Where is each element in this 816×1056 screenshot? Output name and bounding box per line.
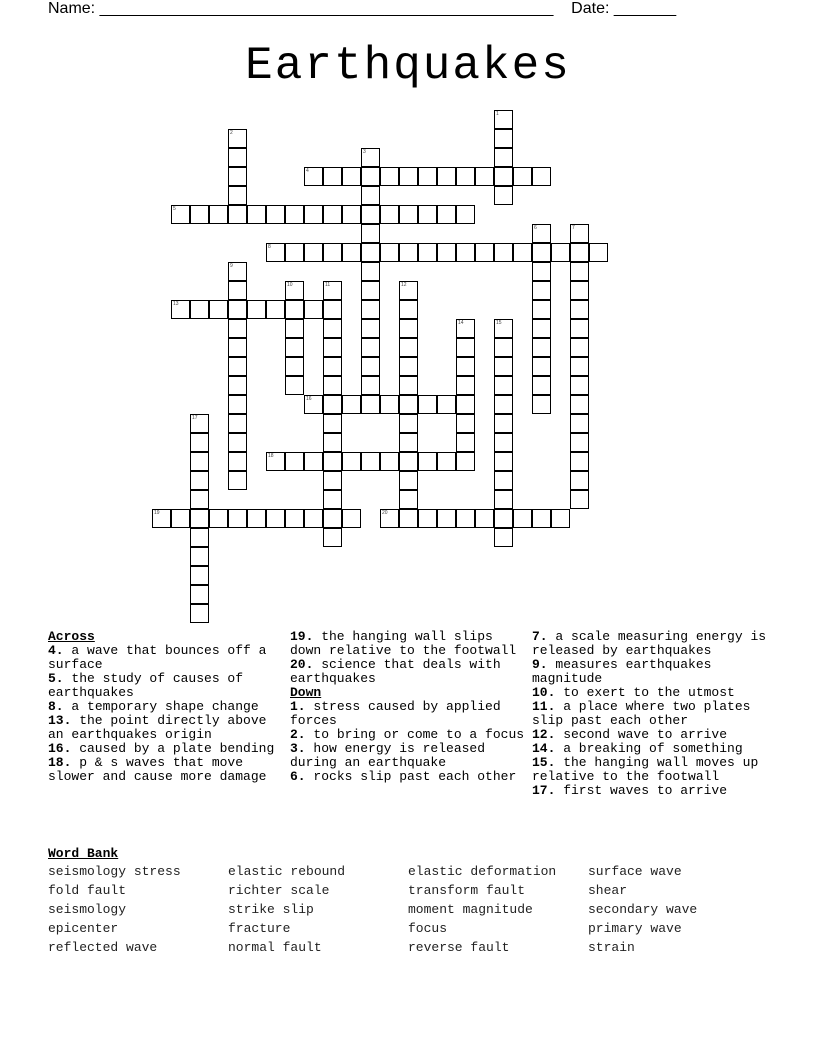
clue-text: a temporary shape change — [63, 699, 259, 714]
clue-text: rocks slip past each other — [305, 769, 517, 784]
grid-cell[interactable] — [456, 509, 475, 528]
clue-text: the study of causes of earthquakes — [48, 671, 244, 700]
grid-cell[interactable] — [551, 509, 570, 528]
clue-number: 5. — [48, 671, 64, 686]
grid-cell[interactable] — [418, 243, 437, 262]
grid-cell[interactable] — [304, 205, 323, 224]
clue-item — [290, 700, 526, 728]
grid-cell[interactable] — [228, 281, 247, 300]
grid-cell[interactable] — [190, 585, 209, 604]
grid-cell[interactable] — [570, 243, 589, 262]
clue-text: a wave that bounces off a surface — [48, 643, 267, 672]
grid-cell[interactable] — [228, 376, 247, 395]
grid-cell[interactable] — [532, 319, 551, 338]
clues-column-1 — [48, 630, 280, 784]
grid-cell[interactable] — [437, 509, 456, 528]
clue-number-label: 18 — [268, 453, 274, 459]
clue-number-label: 8 — [268, 244, 271, 250]
grid-cell[interactable] — [323, 338, 342, 357]
clue-number: 8. — [48, 699, 64, 714]
clue-number: 10. — [532, 685, 556, 700]
grid-cell[interactable] — [361, 357, 380, 376]
grid-cell[interactable] — [323, 414, 342, 433]
clue-text: a place where two plates slip past each other — [532, 699, 751, 728]
grid-cell[interactable] — [285, 338, 304, 357]
clue-item — [532, 728, 772, 742]
clue-number: 17. — [532, 783, 556, 798]
grid-cell[interactable] — [570, 300, 589, 319]
grid-cell[interactable] — [228, 433, 247, 452]
grid-cell[interactable] — [418, 205, 437, 224]
grid-cell[interactable] — [532, 167, 551, 186]
clue-item — [290, 630, 526, 658]
grid-cell[interactable] — [209, 300, 228, 319]
word-bank-item: seismology stress — [48, 864, 181, 879]
word-bank-item: normal fault — [228, 940, 322, 955]
grid-cell[interactable] — [532, 281, 551, 300]
grid-cell[interactable] — [380, 395, 399, 414]
grid-cell[interactable] — [323, 528, 342, 547]
grid-cell[interactable] — [266, 300, 285, 319]
grid-cell[interactable] — [380, 205, 399, 224]
grid-cell[interactable] — [570, 471, 589, 490]
word-bank-item: primary wave — [588, 921, 682, 936]
clue-number-label: 14 — [458, 320, 464, 326]
grid-cell[interactable] — [494, 338, 513, 357]
grid-cell[interactable] — [247, 205, 266, 224]
grid-cell[interactable] — [494, 395, 513, 414]
grid-cell[interactable] — [494, 471, 513, 490]
clue-text: to exert to the utmost — [555, 685, 735, 700]
grid-cell[interactable] — [532, 243, 551, 262]
grid-cell[interactable] — [323, 433, 342, 452]
grid-cell[interactable] — [456, 414, 475, 433]
grid-cell[interactable] — [570, 338, 589, 357]
grid-cell[interactable] — [475, 243, 494, 262]
grid-cell[interactable] — [190, 528, 209, 547]
clue-text: a breaking of something — [555, 741, 743, 756]
grid-cell[interactable] — [190, 509, 209, 528]
grid-cell[interactable] — [285, 205, 304, 224]
grid-cell[interactable] — [456, 205, 475, 224]
word-bank-item: fracture — [228, 921, 291, 936]
across-heading: Across — [48, 629, 95, 644]
grid-cell[interactable] — [494, 433, 513, 452]
clue-item — [532, 630, 772, 658]
grid-cell[interactable] — [228, 357, 247, 376]
grid-cell[interactable] — [228, 319, 247, 338]
grid-cell[interactable] — [399, 509, 418, 528]
clue-number-label: 16 — [306, 396, 312, 402]
word-bank-item: shear — [588, 883, 628, 898]
page-title: Earthquakes — [245, 40, 571, 92]
clue-number: 6. — [290, 769, 306, 784]
clue-number: 1. — [290, 699, 306, 714]
grid-cell[interactable] — [494, 490, 513, 509]
clue-item — [290, 770, 526, 784]
grid-cell[interactable] — [399, 376, 418, 395]
grid-cell[interactable] — [570, 357, 589, 376]
grid-cell[interactable] — [418, 509, 437, 528]
grid-cell[interactable] — [494, 376, 513, 395]
clue-item — [48, 756, 280, 784]
clue-number-label: 4 — [306, 168, 309, 174]
grid-cell[interactable] — [513, 243, 532, 262]
clue-text: measures earthquakes magnitude — [532, 657, 712, 686]
grid-cell[interactable] — [361, 395, 380, 414]
grid-cell[interactable] — [456, 433, 475, 452]
grid-cell[interactable] — [304, 243, 323, 262]
grid-cell[interactable] — [323, 300, 342, 319]
clue-number-label: 13 — [173, 301, 179, 307]
grid-cell[interactable] — [399, 338, 418, 357]
grid-cell[interactable] — [266, 509, 285, 528]
grid-cell[interactable] — [513, 167, 532, 186]
clue-number: 11. — [532, 699, 556, 714]
clue-number-label: 1 — [496, 111, 499, 117]
grid-cell[interactable] — [190, 471, 209, 490]
grid-cell[interactable] — [437, 205, 456, 224]
grid-cell[interactable] — [323, 452, 342, 471]
clue-item — [48, 672, 280, 700]
grid-cell[interactable] — [190, 433, 209, 452]
grid-cell[interactable] — [228, 148, 247, 167]
grid-cell[interactable] — [570, 395, 589, 414]
grid-cell[interactable] — [532, 338, 551, 357]
word-bank-item: secondary wave — [588, 902, 698, 917]
grid-cell[interactable] — [190, 300, 209, 319]
clue-text: the hanging wall slips down relative to the footwall — [290, 629, 517, 658]
clue-number: 9. — [532, 657, 548, 672]
grid-cell[interactable] — [456, 452, 475, 471]
word-bank-item: epicenter — [48, 921, 119, 936]
clue-number-label: 17 — [192, 415, 198, 421]
clue-number-label: 19 — [154, 510, 160, 516]
grid-cell[interactable] — [494, 186, 513, 205]
grid-cell[interactable] — [361, 281, 380, 300]
clue-text: second wave to arrive — [555, 727, 728, 742]
grid-cell[interactable] — [399, 167, 418, 186]
grid-cell[interactable] — [361, 243, 380, 262]
grid-cell[interactable] — [323, 357, 342, 376]
grid-cell[interactable] — [494, 414, 513, 433]
grid-cell[interactable] — [570, 414, 589, 433]
grid-cell[interactable] — [228, 414, 247, 433]
clue-text: caused by a plate bending — [71, 741, 275, 756]
grid-cell[interactable] — [399, 357, 418, 376]
clue-text: the hanging wall moves up relative to the footwall — [532, 755, 759, 784]
grid-cell[interactable] — [399, 205, 418, 224]
word-bank-item: strike slip — [228, 902, 314, 917]
grid-cell[interactable] — [418, 395, 437, 414]
clue-item — [48, 742, 280, 756]
clue-text: a scale measuring energy is released by earthquakes — [532, 629, 767, 658]
name-date-line[interactable]: Name: ___________________________________________________ Date: _______ — [48, 0, 677, 17]
clue-number-label: 20 — [382, 510, 388, 516]
grid-cell[interactable] — [494, 528, 513, 547]
grid-cell[interactable] — [475, 167, 494, 186]
grid-cell[interactable] — [494, 357, 513, 376]
grid-cell[interactable] — [342, 205, 361, 224]
clue-item — [532, 756, 772, 784]
word-bank-item: elastic deformation — [408, 864, 557, 879]
grid-cell[interactable] — [570, 433, 589, 452]
grid-cell[interactable] — [361, 167, 380, 186]
grid-cell[interactable] — [228, 205, 247, 224]
word-bank-item: moment magnitude — [408, 902, 533, 917]
clue-item — [48, 714, 280, 742]
clue-number: 18. — [48, 755, 72, 770]
clue-text: to bring or come to a focus — [305, 727, 525, 742]
grid-cell[interactable] — [304, 452, 323, 471]
grid-cell[interactable] — [570, 319, 589, 338]
grid-cell[interactable] — [494, 243, 513, 262]
grid-cell[interactable] — [399, 414, 418, 433]
grid-cell[interactable] — [342, 243, 361, 262]
grid-cell[interactable] — [304, 300, 323, 319]
grid-cell[interactable] — [323, 243, 342, 262]
grid-cell[interactable] — [570, 452, 589, 471]
grid-cell[interactable] — [323, 319, 342, 338]
grid-cell[interactable] — [285, 243, 304, 262]
grid-cell[interactable] — [228, 471, 247, 490]
grid-cell[interactable] — [190, 490, 209, 509]
clue-number-label: 11 — [325, 282, 331, 288]
grid-cell[interactable] — [361, 205, 380, 224]
word-bank-title: Word Bank — [48, 846, 119, 861]
grid-cell[interactable] — [323, 490, 342, 509]
grid-cell[interactable] — [399, 319, 418, 338]
grid-cell[interactable] — [399, 452, 418, 471]
grid-cell[interactable] — [361, 452, 380, 471]
clue-number: 15. — [532, 755, 556, 770]
grid-cell[interactable] — [342, 167, 361, 186]
word-bank-item: reflected wave — [48, 940, 158, 955]
word-bank-item: surface wave — [588, 864, 682, 879]
clue-number-label: 5 — [173, 206, 176, 212]
grid-cell[interactable] — [437, 167, 456, 186]
grid-cell[interactable] — [323, 509, 342, 528]
grid-cell[interactable] — [190, 547, 209, 566]
clue-number-label: 6 — [534, 225, 537, 231]
grid-cell[interactable] — [228, 167, 247, 186]
clue-number: 7. — [532, 629, 548, 644]
grid-cell[interactable] — [437, 243, 456, 262]
grid-cell[interactable] — [570, 281, 589, 300]
grid-cell[interactable] — [361, 319, 380, 338]
clue-item — [532, 742, 772, 756]
grid-cell[interactable] — [418, 167, 437, 186]
grid-cell[interactable] — [570, 376, 589, 395]
grid-cell[interactable] — [285, 376, 304, 395]
grid-cell[interactable] — [494, 167, 513, 186]
clue-item — [290, 742, 526, 770]
clue-number-label: 12 — [401, 282, 407, 288]
clue-item — [48, 644, 280, 672]
clue-number-label: 15 — [496, 320, 502, 326]
grid-cell[interactable] — [342, 452, 361, 471]
clue-number: 19. — [290, 629, 314, 644]
clue-item — [532, 686, 772, 700]
grid-cell[interactable] — [399, 471, 418, 490]
grid-cell[interactable] — [456, 243, 475, 262]
grid-cell[interactable] — [570, 490, 589, 509]
clue-number-label: 3 — [363, 149, 366, 155]
grid-cell[interactable] — [228, 452, 247, 471]
grid-cell[interactable] — [228, 300, 247, 319]
grid-cell[interactable] — [399, 433, 418, 452]
clue-number: 14. — [532, 741, 556, 756]
grid-cell[interactable] — [589, 243, 608, 262]
down-heading: Down — [290, 685, 322, 700]
clue-item — [532, 784, 772, 798]
grid-cell[interactable] — [285, 509, 304, 528]
grid-cell[interactable] — [456, 338, 475, 357]
clue-item — [290, 728, 526, 742]
grid-cell[interactable] — [361, 376, 380, 395]
clue-number: 3. — [290, 741, 306, 756]
grid-cell[interactable] — [437, 395, 456, 414]
grid-cell[interactable] — [209, 509, 228, 528]
grid-cell[interactable] — [456, 376, 475, 395]
grid-cell[interactable] — [323, 376, 342, 395]
clue-number: 2. — [290, 727, 306, 742]
grid-cell[interactable] — [247, 509, 266, 528]
grid-cell[interactable] — [266, 205, 285, 224]
clue-number: 13. — [48, 713, 72, 728]
grid-cell[interactable] — [361, 262, 380, 281]
clue-number: 16. — [48, 741, 72, 756]
word-bank-item: fold fault — [48, 883, 127, 898]
grid-cell[interactable] — [209, 205, 228, 224]
grid-cell[interactable] — [323, 471, 342, 490]
word-bank-item: focus — [408, 921, 448, 936]
grid-cell[interactable] — [494, 452, 513, 471]
grid-cell[interactable] — [380, 452, 399, 471]
clue-number: 4. — [48, 643, 64, 658]
grid-cell[interactable] — [323, 167, 342, 186]
grid-cell[interactable] — [437, 452, 456, 471]
grid-cell[interactable] — [570, 262, 589, 281]
grid-cell[interactable] — [228, 338, 247, 357]
grid-cell[interactable] — [399, 243, 418, 262]
grid-cell[interactable] — [228, 395, 247, 414]
grid-cell[interactable] — [190, 205, 209, 224]
clue-number-label: 7 — [572, 225, 575, 231]
grid-cell[interactable] — [190, 452, 209, 471]
word-bank-item: reverse fault — [408, 940, 510, 955]
word-bank-item: seismology — [48, 902, 127, 917]
clue-item — [532, 658, 772, 686]
grid-cell[interactable] — [418, 452, 437, 471]
grid-cell[interactable] — [456, 395, 475, 414]
grid-cell[interactable] — [494, 509, 513, 528]
grid-cell[interactable] — [285, 357, 304, 376]
clues-column-2 — [290, 630, 526, 784]
clue-number-label: 10 — [287, 282, 293, 288]
clue-text: first waves to arrive — [555, 783, 728, 798]
clue-number-label: 2 — [230, 130, 233, 136]
clues-column-3 — [532, 630, 772, 798]
grid-cell[interactable] — [228, 186, 247, 205]
grid-cell[interactable] — [342, 395, 361, 414]
grid-cell[interactable] — [532, 262, 551, 281]
grid-cell[interactable] — [361, 224, 380, 243]
grid-cell[interactable] — [513, 509, 532, 528]
grid-cell[interactable] — [285, 319, 304, 338]
grid-cell[interactable] — [190, 566, 209, 585]
grid-cell[interactable] — [456, 357, 475, 376]
grid-cell[interactable] — [228, 509, 247, 528]
grid-cell[interactable] — [475, 509, 494, 528]
grid-cell[interactable] — [304, 509, 323, 528]
clue-number-label: 9 — [230, 263, 233, 269]
grid-cell[interactable] — [323, 395, 342, 414]
clue-item — [532, 700, 772, 728]
grid-cell[interactable] — [323, 205, 342, 224]
word-bank-item: richter scale — [228, 883, 330, 898]
grid-cell[interactable] — [361, 186, 380, 205]
clue-text: stress caused by applied forces — [290, 699, 501, 728]
grid-cell[interactable] — [532, 357, 551, 376]
clue-text: p & s waves that move slower and cause more damage — [48, 755, 267, 784]
grid-cell[interactable] — [285, 300, 304, 319]
grid-cell[interactable] — [399, 300, 418, 319]
grid-cell[interactable] — [399, 395, 418, 414]
clue-number: 20. — [290, 657, 314, 672]
grid-cell[interactable] — [361, 300, 380, 319]
grid-cell[interactable] — [494, 148, 513, 167]
clue-text: how energy is released during an earthquake — [290, 741, 486, 770]
word-bank-item: transform fault — [408, 883, 526, 898]
grid-cell[interactable] — [532, 509, 551, 528]
clue-text: the point directly above an earthquakes origin — [48, 713, 267, 742]
grid-cell[interactable] — [494, 129, 513, 148]
grid-cell[interactable] — [532, 300, 551, 319]
grid-cell[interactable] — [285, 452, 304, 471]
clue-text: science that deals with earthquakes — [290, 657, 501, 686]
grid-cell[interactable] — [190, 604, 209, 623]
word-bank-item: strain — [588, 940, 635, 955]
clue-number: 12. — [532, 727, 556, 742]
grid-cell[interactable] — [171, 509, 190, 528]
grid-cell[interactable] — [342, 509, 361, 528]
grid-cell[interactable] — [247, 300, 266, 319]
grid-cell[interactable] — [532, 376, 551, 395]
grid-cell[interactable] — [399, 490, 418, 509]
word-bank-item: elastic rebound — [228, 864, 346, 879]
grid-cell[interactable] — [551, 243, 570, 262]
grid-cell[interactable] — [380, 167, 399, 186]
clue-item — [48, 700, 280, 714]
clue-item — [290, 658, 526, 686]
grid-cell[interactable] — [380, 243, 399, 262]
grid-cell[interactable] — [456, 167, 475, 186]
grid-cell[interactable] — [532, 395, 551, 414]
grid-cell[interactable] — [361, 338, 380, 357]
